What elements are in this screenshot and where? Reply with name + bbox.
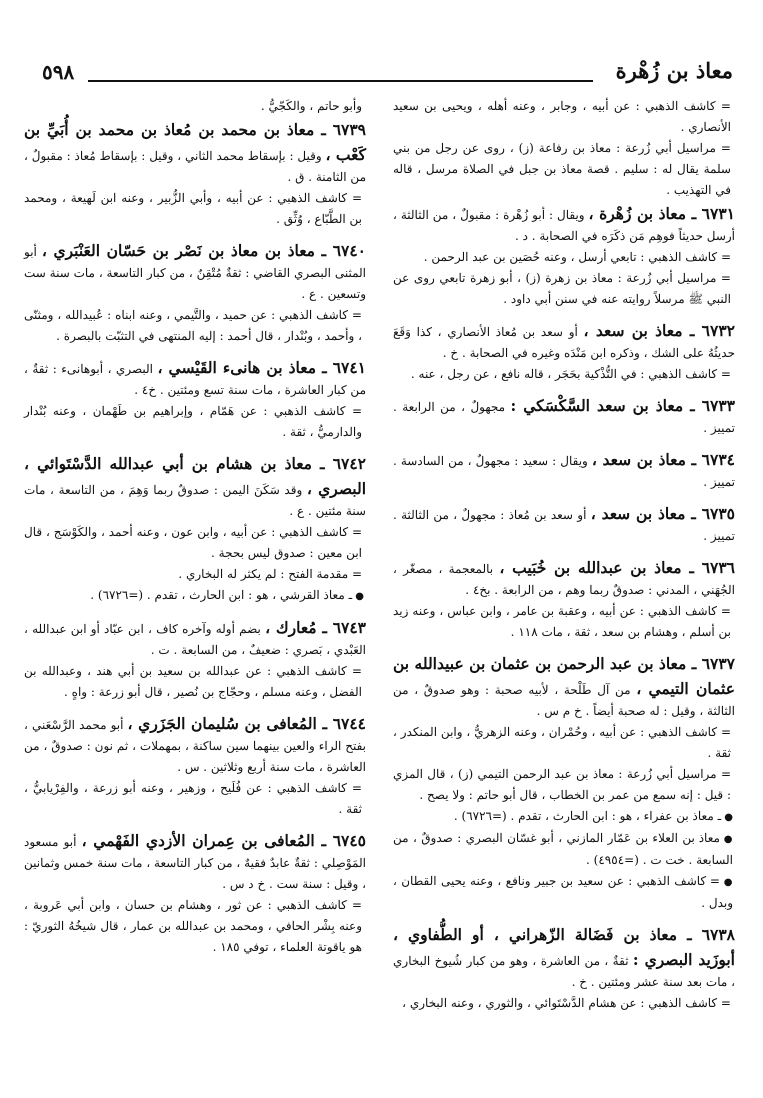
biography-entry — [393, 555, 735, 643]
biography-entry — [24, 615, 366, 703]
cross-reference: ● = كاشف الذهبي : عن سعيد بن جبير ونافع ، وعنه يحيى القطان ، وبدل . — [393, 871, 735, 914]
entry-note: = مراسيل أبي زُرعة : معاذ بن رفاعة (ز) ، روى عن رجل من بني سلمة يقال له : سليم . قصة معاذ بن جبل في الصلاة مرسل ، قاله في التهذيب . — [393, 141, 731, 197]
entry-heading: ٦٧٤٠ ـ معاذ بن معاذ بن نَصْر بن حَسّان العَنْبَري ، — [41, 241, 366, 260]
entry-note: = كاشف الذهبي : عن أبيه ، وأبي الزُّبير ، وعنه ابن لَهيعة ، ومحمد بن الطَّبّاع ، وُثِّق . — [24, 191, 362, 226]
continuation-text: وأبو حاتم ، والكَجّيُّ . — [260, 99, 362, 113]
entry-body: أبو محمد الرَّسْعَني ، بفتح الراء والعين بينهما سين ساكنة ، بمهملات ، ثم نون : صدوقٌ ، من العاشرة ، مات سنة أربع وثلاثين . س . — [24, 718, 366, 774]
entry-heading: ٦٧٣٩ ـ معاذ بن محمد بن مُعاذ بن محمد بن أُبَيِّ بن كَعْب ، — [24, 120, 366, 164]
biography-entry — [24, 711, 366, 820]
biography-entry — [393, 318, 735, 385]
entry-body: ويقال : أبو زُهْرة : مقبولٌ ، من الثالثة ، أرسل حديثاً فوهِم مَن ذكَرَه في الصحابة . د . — [393, 208, 735, 243]
entry-body: مجهولٌ ، من الرابعة . تمييز . — [393, 400, 735, 435]
entry-note: = كاشف الذهبي : عن هشام الدَّسْتَوائي ، والثوري ، وعنه البخاري ، — [402, 996, 731, 1010]
entry-body: ويقال : سعيد : مجهولٌ ، من السادسة . تمييز . — [393, 454, 735, 489]
page-header — [30, 56, 733, 96]
entry-note: = مراسيل أبي زُرعة : معاذ بن عبد الرحمن التيمي (ز) ، قال المزي : قيل : إنه سمع من عمر بن الخطاب ، قال أبو حاتم : ولا يصح . — [393, 767, 731, 802]
biography-entry — [24, 451, 366, 607]
entry-heading: ٦٧٤٣ ـ مُعارك ، — [265, 618, 366, 637]
entry-heading: ٦٧٣٧ ـ معاذ بن عبد الرحمن بن عثمان بن عبيدالله بن عثمان التيمي ، — [393, 654, 735, 698]
entry-note: = مراسيل أبي زُرعة : معاذ بن زهرة (ز) ، أبو زهرة تابعي روى عن النبي ﷺ مرسلاً روايته عنه في سنن أبي داود . — [393, 271, 731, 306]
entry-heading: ٦٧٣١ ـ معاذ بن زُهْرة ، — [588, 204, 735, 223]
entry-heading: ٦٧٤١ ـ معاذ بن هانىء القَيْسي ، — [157, 358, 366, 377]
entry-body: أبو المثنى البصري القاضي : ثقةٌ مُتْقِنٌ ، من كبار التاسعة ، مات سنة ست وتسعين . ع . — [24, 245, 366, 301]
entry-note: = كاشف الذهبي : عن أبيه ، وابن عون ، وعنه أحمد ، والكَوْسَج ، قال ابن معين : صدوق ليس بحجة . — [24, 525, 362, 560]
entry-note: = كاشف الذهبي : عن أبيه ، وحُمْران ، وعنه الزهريُّ ، وابن المنكدر ، ثقة . — [393, 725, 731, 760]
biography-entry — [24, 117, 366, 230]
entry-body: أبو مسعود المَوْصِلي : ثقةٌ عابدٌ فقيهٌ ، من كبار التاسعة ، مات سنة خمس وثمانين ، وقيل : سنة ست . خ د س . — [24, 835, 366, 891]
entry-note: = كاشف الذهبي : عن هَمّام ، وإبراهيم بن طَهْمان ، وعنه بُنْدار والدارميُّ ، ثقة . — [24, 404, 362, 439]
cross-reference: ● ـ معاذ القرشي ، هو : ابن الحارث ، تقدم . (=٦٧٢٦) . — [24, 585, 366, 607]
cross-reference: ● ـ معاذ بن عفراء ، هو : ابن الحارث ، تقدم . (=٦٧٢٦) . — [393, 806, 735, 828]
entry-body: وقيل : بإسقاط محمد الثاني ، وقيل : بإسقاط مُعاذ : مقبولٌ ، من الثامنة . ق . — [24, 149, 366, 184]
entry-body: بالمعجمة ، مصغّر ، الجُهَني ، المدني : صدوقٌ ربما وهم ، من الرابعة . بخ٤ . — [393, 562, 735, 597]
entry-note: = كاشف الذهبي : عن حميد ، والتَّيمي ، وعنه ابناه : عُبيدالله ، ومثنّى ، وأحمد ، وبُنْدار ، قال أحمد : إليه المنتهى في التثبّت بالبصرة . — [24, 308, 362, 343]
entry-note: = كاشف الذهبي : عن أبيه ، وعقبة بن عامر ، وابن عباس ، وعنه زيد بن أسلم ، وهشام بن سعد ، ثقة ، مات ١١٨ . — [393, 604, 731, 639]
biography-entry — [393, 651, 735, 914]
header-rule — [88, 80, 593, 82]
entry-note: = كاشف الذهبي : عن أبيه ، وجابر ، وعنه أهله ، ويحيى بن سعيد الأنصاري . — [393, 99, 731, 134]
biography-entry — [24, 355, 366, 443]
biography-entry — [393, 922, 735, 1014]
entry-body: بضم أوله وآخره كاف ، ابن عبّاد أو ابن عبدالله ، العَبْدي ، بَصري : ضعيفٌ ، من السابعة . ت . — [24, 622, 366, 657]
entry-body: من آل طَلْحة ، لأبيه صحبة : وهو صدوقٌ ، من الثالثة ، وقيل : له صحبة أيضاً . خ م س . — [393, 683, 735, 718]
entry-body: البصري ، أبوهانىء : ثقةٌ ، من كبار العاشرة ، مات سنة تسع ومئتين . خ٤ . — [24, 362, 366, 397]
entry-body: ثقةٌ ، من العاشرة ، وهو من كبار شُيوخ البخاري ، مات بعد سنة عشر ومئتين . خ . — [393, 954, 735, 989]
entry-note: = كاشف الذهبي : في التُّذْكية بحَجَر ، قاله نافع ، عن رجل ، عنه . — [410, 367, 731, 381]
cross-reference: ● معاذ بن العلاء بن عَمّار المازني ، أبو غسّان البصري : صدوقٌ ، من السابعة . خت ت . (=٤٩٥٤) . — [393, 828, 735, 871]
entry-heading: ٦٧٤٢ ـ معاذ بن هشام بن أبي عبدالله الدَّسْتَوائي ، البصري ، — [24, 454, 366, 498]
entry-heading: ٦٧٣٣ ـ معاذ بن سعد السَّكْسَكي : — [510, 396, 735, 415]
entry-note: = مقدمة الفتح : لم يكثر له البخاري . — [178, 567, 362, 581]
entry-heading: ٦٧٣٦ ـ معاذ بن عبدالله بن خُبَيب ، — [499, 558, 736, 577]
entry-heading: ٦٧٣٢ ـ معاذ بن سعد ، — [583, 321, 735, 340]
entry-heading: ٦٧٤٤ ـ المُعافى بن سُليمان الجَزَري ، — [127, 714, 366, 733]
entry-note: = كاشف الذهبي : عن ثور ، وهشام بن حسان ، وابن أبي عَروبة ، وعنه بِشْر الحافي ، ومحمد بن عبدالله بن عمار ، قال شيخُهُ الثوريّ : هو ياقوتة العلماء ، توفي ١٨٥ . — [24, 898, 362, 954]
entry-note: = كاشف الذهبي : عن عبدالله بن سعيد بن أبي هند ، وعبدالله بن الفضل ، وعنه مسلم ، وحجّاج بن نُصير ، قال أبو زرعة : واهٍ . — [24, 664, 362, 699]
entry-heading: ٦٧٤٥ ـ المُعافى بن عِمران الأزدي الفَهْمي ، — [81, 831, 366, 850]
biography-entry — [24, 238, 366, 347]
right-column — [393, 96, 735, 1022]
entry-body: أو سعد بن مُعاذ : مجهولٌ ، من الثالثة . تمييز . — [393, 508, 735, 543]
entry-body: وقد سَكَنَ اليمن : صدوقٌ ربما وَهِمَ ، من التاسعة ، مات سنة مئتين . ع . — [24, 483, 366, 518]
left-column — [24, 96, 366, 966]
entry-note: = كاشف الذهبي : تابعي أرسل ، وعنه حُصَين بن عبد الرحمن . — [423, 250, 731, 264]
entry-body: أو سعد بن مُعاذ الأنصاري ، كذا وَقَعَ حديثُهُ على الشك ، وذكره ابن مَنْدَه وغيره في الصحابة . خ . — [393, 325, 735, 360]
entry-heading: ٦٧٣٤ ـ معاذ بن سعد ، — [591, 450, 735, 469]
biography-entry — [393, 447, 735, 493]
page-number: ٥٩٨ — [42, 60, 75, 84]
biography-entry — [393, 393, 735, 439]
biography-entry — [393, 501, 735, 547]
biography-entry — [24, 828, 366, 958]
entry-note: = كاشف الذهبي : عن فُلَيح ، وزهير ، وعنه أبو زرعة ، والفِرْيابيُّ ، ثقة . — [24, 781, 362, 816]
entry-heading: ٦٧٣٥ ـ معاذ بن سعد ، — [590, 504, 735, 523]
entry-heading: ٦٧٣٨ ـ معاذ بن فَضَالة الزّهراني ، أو الطُّفاوي ، أبوزَيد البصري : — [393, 925, 735, 969]
running-head: معاذ بن زُهْرة — [615, 58, 733, 83]
biography-entry — [393, 201, 735, 310]
